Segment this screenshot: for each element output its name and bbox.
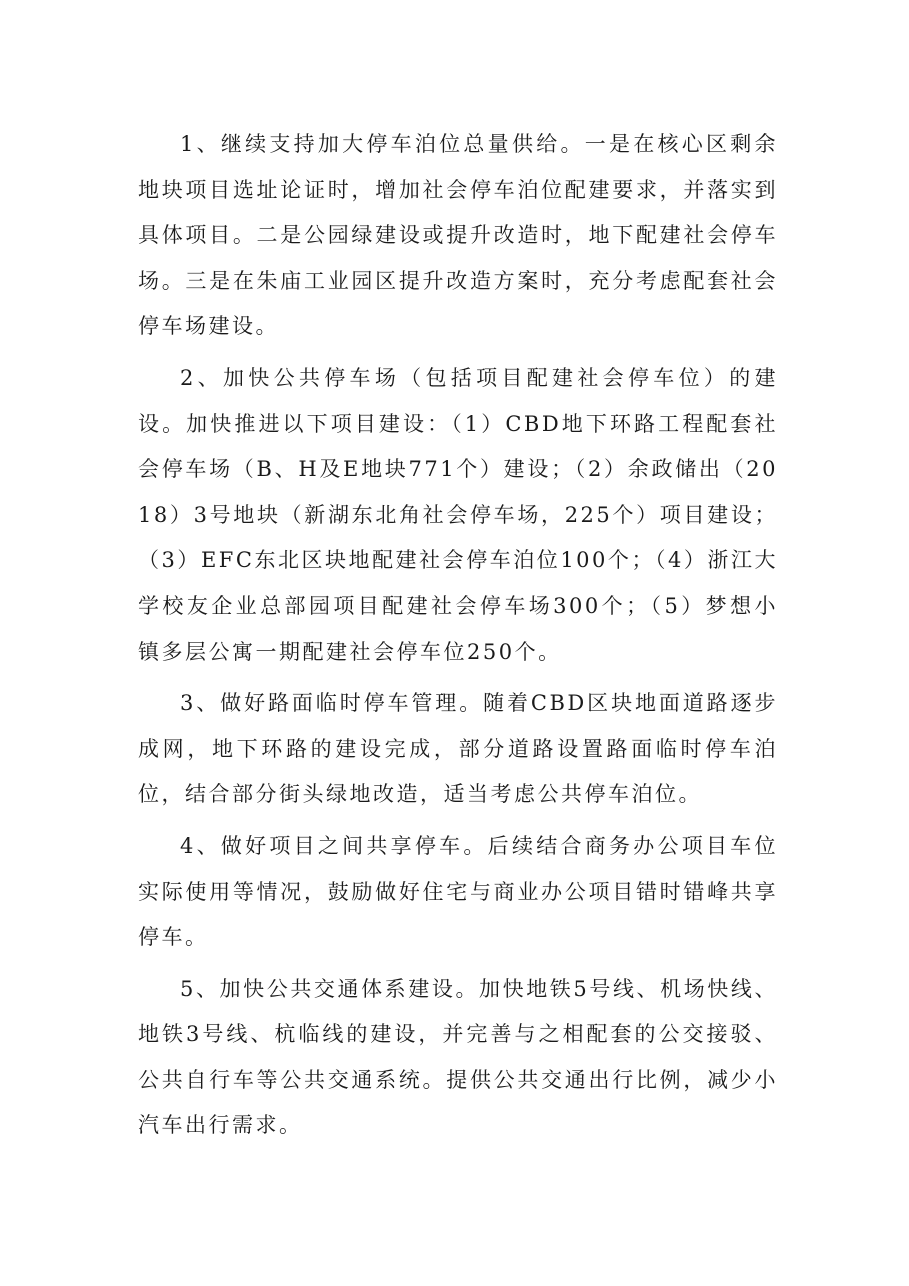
paragraph-5: 5、加快公共交通体系建设。加快地铁5号线、机场快线、地铁3号线、杭临线的建设，并完善与之相配套的公交接驳、公共自行车等公共交通系统。提供公共交通出行比例，减少小汽车出行需求。 xyxy=(138,976,778,1138)
document-body xyxy=(138,122,778,1155)
paragraph-3: 3、做好路面临时停车管理。随着CBD区块地面道路逐步成网，地下环路的建设完成，部分道路设置路面临时停车泊位，结合部分街头绿地改造，适当考虑公共停车泊位。 xyxy=(138,691,778,807)
paragraph-1: 1、继续支持加大停车泊位总量供给。一是在核心区剩余地块项目选址论证时，增加社会停车泊位配建要求，并落实到具体项目。二是公园绿建设或提升改造时，地下配建社会停车场。三是在朱庙工业园区提升改造方案时，充分考虑配套社会停车场建设。 xyxy=(138,132,778,339)
paragraph-4: 4、做好项目之间共享停车。后续结合商务办公项目车位实际使用等情况，鼓励做好住宅与商业办公项目错时错峰共享停车。 xyxy=(138,833,778,950)
paragraph-2: 2、加快公共停车场（包括项目配建社会停车位）的建设。加快推进以下项目建设：（1）CBD地下环路工程配套社会停车场（B、H及E地块771个）建设；（2）余政储出（2018）3号地块（新湖东北角社会停车场，225个）项目建设；（3）EFC东北区块地配建社会停车泊位100个；（4）浙江大学校友企业总部园项目配建社会停车场300个；（5）梦想小镇多层公寓一期配建社会停车位250个。 xyxy=(138,365,778,664)
